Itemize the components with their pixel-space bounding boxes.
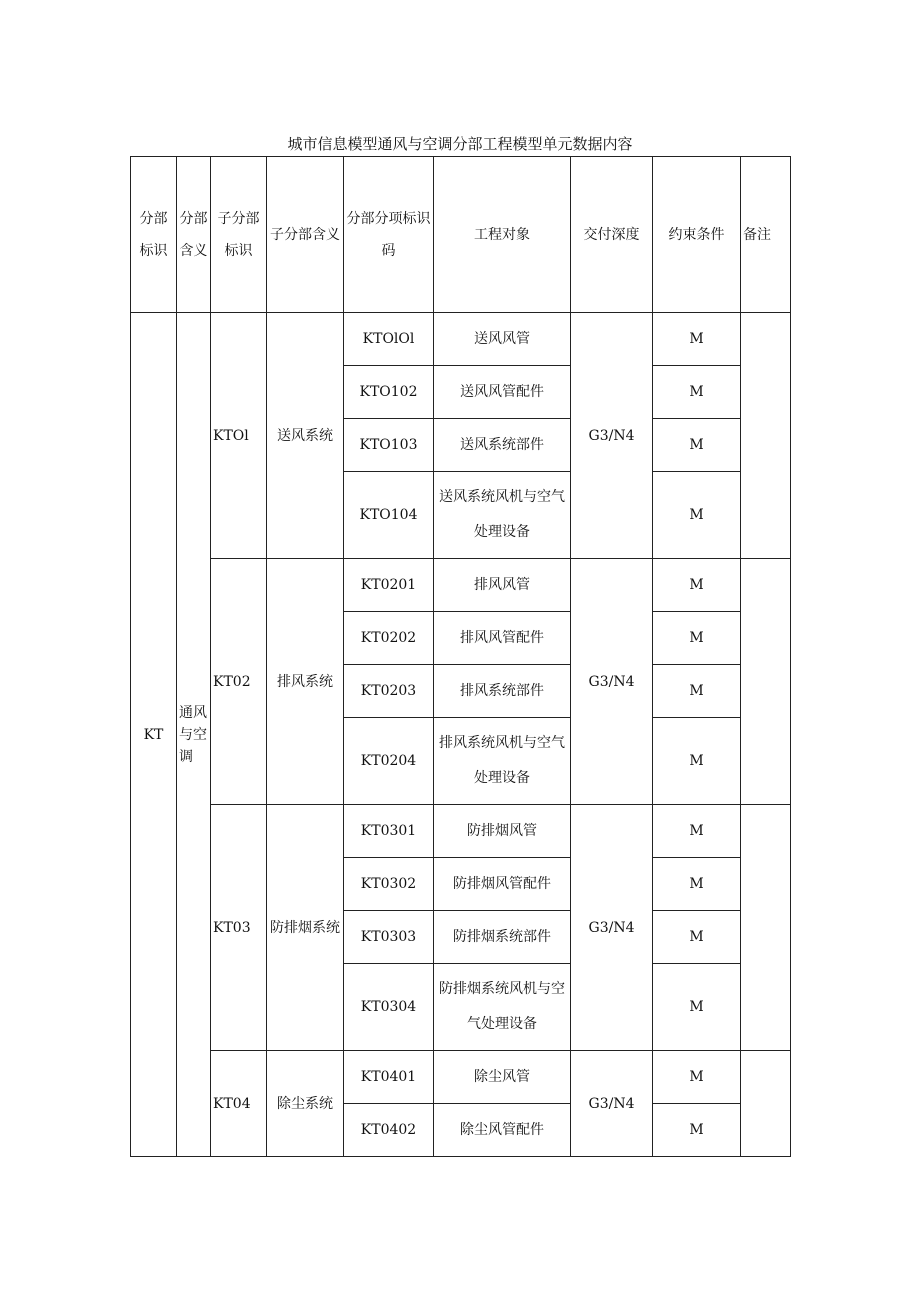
item-code: KTO102 (344, 366, 434, 419)
delivery-depth: G3/N4 (571, 1051, 653, 1157)
header-subdivision-meaning: 子分部含义 (267, 157, 344, 313)
engineering-object: 送风系统部件 (434, 419, 571, 472)
item-code: KTO104 (344, 472, 434, 559)
header-division-id: 分部标识 (131, 157, 177, 313)
constraint: M (653, 665, 741, 718)
item-code: KT0304 (344, 964, 434, 1051)
subdivision-id: KT04 (211, 1051, 267, 1157)
engineering-object: 送风系统风机与空气处理设备 (434, 472, 571, 559)
header-object: 工程对象 (434, 157, 571, 313)
item-code: KT0301 (344, 805, 434, 858)
subdivision-meaning: 排风系统 (267, 559, 344, 805)
remarks (741, 805, 791, 1051)
subdivision-id: KTOl (211, 313, 267, 559)
constraint: M (653, 313, 741, 366)
engineering-object: 排风系统风机与空气处理设备 (434, 718, 571, 805)
item-code: KT0201 (344, 559, 434, 612)
page-title: 城市信息模型通风与空调分部工程模型单元数据内容 (287, 135, 633, 153)
remarks (741, 559, 791, 805)
constraint: M (653, 1104, 741, 1157)
constraint: M (653, 419, 741, 472)
header-item-code: 分部分项标识码 (344, 157, 434, 313)
item-code: KT0202 (344, 612, 434, 665)
table-row (131, 313, 791, 366)
header-remarks: 备注 (741, 157, 791, 313)
delivery-depth: G3/N4 (571, 559, 653, 805)
remarks (741, 313, 791, 559)
data-table (130, 156, 791, 1157)
engineering-object: 送风风管配件 (434, 366, 571, 419)
header-subdivision-id: 子分部标识 (211, 157, 267, 313)
table-row (131, 559, 791, 612)
engineering-object: 防排烟风管 (434, 805, 571, 858)
table-row (131, 805, 791, 858)
engineering-object: 排风风管配件 (434, 612, 571, 665)
engineering-object: 排风系统部件 (434, 665, 571, 718)
delivery-depth: G3/N4 (571, 313, 653, 559)
item-code: KTOlOl (344, 313, 434, 366)
subdivision-id: KT02 (211, 559, 267, 805)
engineering-object: 除尘风管 (434, 1051, 571, 1104)
header-delivery-depth: 交付深度 (571, 157, 653, 313)
subdivision-meaning: 除尘系统 (267, 1051, 344, 1157)
constraint: M (653, 472, 741, 559)
constraint: M (653, 911, 741, 964)
constraint: M (653, 805, 741, 858)
constraint: M (653, 964, 741, 1051)
engineering-object: 防排烟系统部件 (434, 911, 571, 964)
header-row (131, 157, 791, 313)
engineering-object: 除尘风管配件 (434, 1104, 571, 1157)
delivery-depth: G3/N4 (571, 805, 653, 1051)
remarks (741, 1051, 791, 1157)
division-id: KT (131, 313, 177, 1157)
constraint: M (653, 612, 741, 665)
item-code: KT0204 (344, 718, 434, 805)
engineering-object: 防排烟系统风机与空气处理设备 (434, 964, 571, 1051)
division-meaning: 通风与空调 (177, 313, 211, 1157)
header-division-meaning: 分部含义 (177, 157, 211, 313)
constraint: M (653, 858, 741, 911)
table-row (131, 1051, 791, 1104)
constraint: M (653, 718, 741, 805)
constraint: M (653, 559, 741, 612)
item-code: KTO103 (344, 419, 434, 472)
constraint: M (653, 366, 741, 419)
header-constraint: 约束条件 (653, 157, 741, 313)
engineering-object: 防排烟风管配件 (434, 858, 571, 911)
item-code: KT0302 (344, 858, 434, 911)
item-code: KT0203 (344, 665, 434, 718)
item-code: KT0303 (344, 911, 434, 964)
engineering-object: 送风风管 (434, 313, 571, 366)
item-code: KT0402 (344, 1104, 434, 1157)
constraint: M (653, 1051, 741, 1104)
engineering-object: 排风风管 (434, 559, 571, 612)
subdivision-meaning: 防排烟系统 (267, 805, 344, 1051)
item-code: KT0401 (344, 1051, 434, 1104)
subdivision-id: KT03 (211, 805, 267, 1051)
subdivision-meaning: 送风系统 (267, 313, 344, 559)
